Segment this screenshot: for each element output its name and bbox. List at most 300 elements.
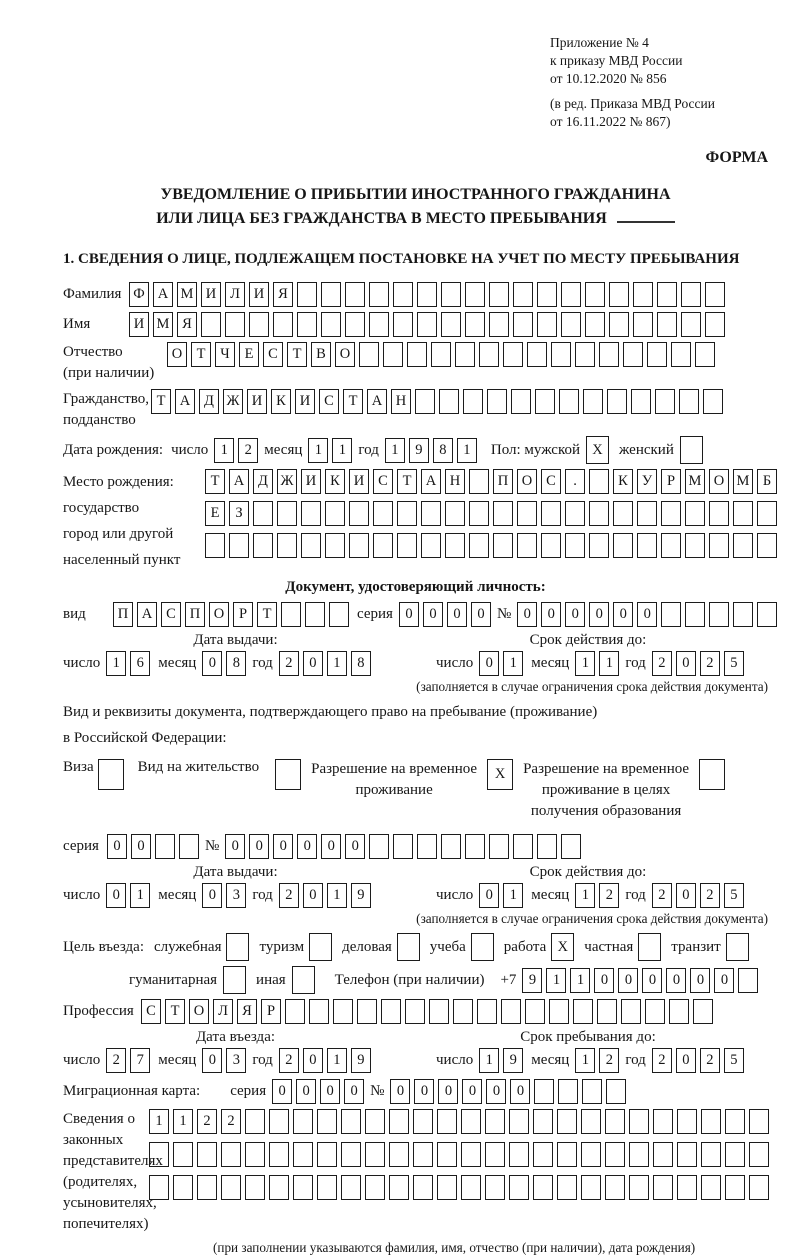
char-box[interactable] <box>589 501 609 526</box>
char-box[interactable]: К <box>613 469 633 494</box>
char-box[interactable] <box>201 312 221 337</box>
char-box[interactable] <box>681 312 701 337</box>
char-box[interactable]: Т <box>151 389 171 414</box>
char-box[interactable] <box>661 533 681 558</box>
char-box[interactable]: Б <box>757 469 777 494</box>
char-box[interactable] <box>149 1175 169 1200</box>
char-box[interactable]: 9 <box>522 968 542 993</box>
char-box[interactable] <box>541 501 561 526</box>
char-box[interactable] <box>317 1109 337 1134</box>
char-box[interactable]: 1 <box>327 651 347 676</box>
char-box[interactable] <box>245 1142 265 1167</box>
doc-expiry-day-boxes[interactable] <box>479 651 523 676</box>
representatives-row1-boxes[interactable] <box>149 1109 769 1134</box>
char-box[interactable]: 0 <box>106 883 126 908</box>
char-box[interactable]: 0 <box>541 602 561 627</box>
char-box[interactable] <box>441 312 461 337</box>
char-box[interactable] <box>445 501 465 526</box>
char-box[interactable]: П <box>493 469 513 494</box>
char-box[interactable] <box>527 342 547 367</box>
char-box[interactable]: 1 <box>457 438 477 463</box>
char-box[interactable] <box>253 533 273 558</box>
name-boxes[interactable] <box>129 312 725 337</box>
char-box[interactable]: 2 <box>652 883 672 908</box>
char-box[interactable] <box>321 312 341 337</box>
char-box[interactable]: 2 <box>106 1048 126 1073</box>
char-box[interactable]: Я <box>273 282 293 307</box>
char-box[interactable] <box>437 1142 457 1167</box>
char-box[interactable] <box>197 1175 217 1200</box>
char-box[interactable] <box>293 1109 313 1134</box>
char-box[interactable]: 1 <box>575 651 595 676</box>
char-box[interactable] <box>417 312 437 337</box>
char-box[interactable]: 0 <box>676 1048 696 1073</box>
char-box[interactable]: 0 <box>471 602 491 627</box>
char-box[interactable]: А <box>229 469 249 494</box>
char-box[interactable] <box>647 342 667 367</box>
char-box[interactable] <box>285 999 305 1024</box>
char-box[interactable]: И <box>301 469 321 494</box>
char-box[interactable] <box>269 1175 289 1200</box>
char-box[interactable]: 0 <box>303 883 323 908</box>
char-box[interactable] <box>463 389 483 414</box>
char-box[interactable] <box>725 1142 745 1167</box>
char-box[interactable] <box>633 312 653 337</box>
char-box[interactable]: 9 <box>351 1048 371 1073</box>
char-box[interactable]: 0 <box>676 651 696 676</box>
char-box[interactable] <box>581 1142 601 1167</box>
char-box[interactable] <box>677 1175 697 1200</box>
char-box[interactable] <box>699 759 725 790</box>
char-box[interactable] <box>437 1109 457 1134</box>
char-box[interactable]: . <box>565 469 585 494</box>
char-box[interactable]: М <box>177 282 197 307</box>
char-box[interactable]: У <box>637 469 657 494</box>
char-box[interactable] <box>513 312 533 337</box>
char-box[interactable]: Т <box>205 469 225 494</box>
char-box[interactable] <box>225 312 245 337</box>
char-box[interactable] <box>623 342 643 367</box>
char-box[interactable]: 7 <box>130 1048 150 1073</box>
char-box[interactable] <box>341 1175 361 1200</box>
char-box[interactable]: Т <box>287 342 307 367</box>
char-box[interactable] <box>465 312 485 337</box>
char-box[interactable] <box>733 602 753 627</box>
purpose-business-checkbox[interactable] <box>397 933 420 961</box>
char-box[interactable] <box>725 1175 745 1200</box>
char-box[interactable]: В <box>311 342 331 367</box>
char-box[interactable] <box>629 1175 649 1200</box>
char-box[interactable]: 2 <box>197 1109 217 1134</box>
char-box[interactable] <box>599 342 619 367</box>
char-box[interactable] <box>245 1109 265 1134</box>
char-box[interactable] <box>365 1109 385 1134</box>
char-box[interactable] <box>661 602 681 627</box>
residence-expiry-day-boxes[interactable] <box>479 883 523 908</box>
doc-issue-month-boxes[interactable] <box>202 651 246 676</box>
char-box[interactable] <box>585 312 605 337</box>
char-box[interactable]: С <box>263 342 283 367</box>
residence-issue-day-boxes[interactable] <box>106 883 150 908</box>
birth-month-boxes[interactable] <box>308 438 352 463</box>
char-box[interactable] <box>407 342 427 367</box>
char-box[interactable] <box>557 1142 577 1167</box>
char-box[interactable] <box>471 933 494 961</box>
char-box[interactable]: 1 <box>149 1109 169 1134</box>
char-box[interactable]: М <box>733 469 753 494</box>
char-box[interactable]: 0 <box>249 834 269 859</box>
birth-place-row3-boxes[interactable] <box>205 533 777 558</box>
birth-place-row2-boxes[interactable] <box>205 501 777 526</box>
char-box[interactable]: 1 <box>503 883 523 908</box>
char-box[interactable]: Т <box>191 342 211 367</box>
char-box[interactable]: 0 <box>438 1079 458 1104</box>
char-box[interactable] <box>301 533 321 558</box>
char-box[interactable] <box>677 1142 697 1167</box>
char-box[interactable]: 2 <box>238 438 258 463</box>
char-box[interactable] <box>431 342 451 367</box>
residence-expiry-month-boxes[interactable] <box>575 883 619 908</box>
char-box[interactable] <box>509 1109 529 1134</box>
char-box[interactable]: Р <box>261 999 281 1024</box>
char-box[interactable] <box>413 1142 433 1167</box>
char-box[interactable]: Ж <box>223 389 243 414</box>
char-box[interactable] <box>405 999 425 1024</box>
char-box[interactable]: Ж <box>277 469 297 494</box>
char-box[interactable] <box>226 933 249 961</box>
char-box[interactable]: 0 <box>225 834 245 859</box>
char-box[interactable] <box>613 533 633 558</box>
char-box[interactable] <box>249 312 269 337</box>
char-box[interactable] <box>681 282 701 307</box>
char-box[interactable] <box>417 282 437 307</box>
char-box[interactable] <box>537 312 557 337</box>
char-box[interactable] <box>305 602 325 627</box>
char-box[interactable]: Т <box>397 469 417 494</box>
char-box[interactable] <box>537 282 557 307</box>
char-box[interactable] <box>98 759 124 790</box>
char-box[interactable] <box>277 501 297 526</box>
char-box[interactable]: А <box>367 389 387 414</box>
char-box[interactable] <box>653 1109 673 1134</box>
residence-issue-month-boxes[interactable] <box>202 883 246 908</box>
char-box[interactable]: 0 <box>510 1079 530 1104</box>
char-box[interactable]: Л <box>213 999 233 1024</box>
char-box[interactable] <box>221 1175 241 1200</box>
char-box[interactable] <box>533 1175 553 1200</box>
char-box[interactable] <box>679 389 699 414</box>
char-box[interactable]: И <box>249 282 269 307</box>
char-box[interactable]: 0 <box>202 883 222 908</box>
purpose-tourism-checkbox[interactable] <box>309 933 332 961</box>
char-box[interactable] <box>421 533 441 558</box>
char-box[interactable] <box>415 389 435 414</box>
char-box[interactable] <box>389 1109 409 1134</box>
char-box[interactable] <box>509 1175 529 1200</box>
char-box[interactable] <box>559 389 579 414</box>
birth-place-row1-boxes[interactable] <box>205 469 777 494</box>
char-box[interactable] <box>329 602 349 627</box>
char-box[interactable] <box>582 1079 602 1104</box>
birth-year-boxes[interactable] <box>385 438 477 463</box>
char-box[interactable] <box>629 1142 649 1167</box>
surname-boxes[interactable] <box>129 282 725 307</box>
char-box[interactable] <box>606 1079 626 1104</box>
char-box[interactable]: 2 <box>700 1048 720 1073</box>
char-box[interactable]: 2 <box>221 1109 241 1134</box>
char-box[interactable] <box>383 342 403 367</box>
char-box[interactable]: К <box>271 389 291 414</box>
char-box[interactable] <box>701 1109 721 1134</box>
char-box[interactable]: Р <box>233 602 253 627</box>
char-box[interactable]: 2 <box>279 883 299 908</box>
char-box[interactable] <box>369 834 389 859</box>
residence-series-boxes[interactable] <box>107 834 199 859</box>
char-box[interactable]: П <box>113 602 133 627</box>
char-box[interactable] <box>489 312 509 337</box>
char-box[interactable]: О <box>167 342 187 367</box>
char-box[interactable]: 0 <box>272 1079 292 1104</box>
char-box[interactable] <box>373 501 393 526</box>
char-box[interactable] <box>661 501 681 526</box>
char-box[interactable]: 0 <box>107 834 127 859</box>
char-box[interactable]: 8 <box>433 438 453 463</box>
char-box[interactable] <box>561 282 581 307</box>
char-box[interactable] <box>733 533 753 558</box>
residence-number-boxes[interactable] <box>225 834 581 859</box>
doc-type-boxes[interactable] <box>113 602 349 627</box>
char-box[interactable] <box>513 834 533 859</box>
edu-permit-checkbox[interactable] <box>699 759 725 790</box>
purpose-private-checkbox[interactable] <box>638 933 661 961</box>
char-box[interactable] <box>517 501 537 526</box>
char-box[interactable] <box>749 1175 769 1200</box>
char-box[interactable]: X <box>551 933 574 961</box>
char-box[interactable] <box>469 469 489 494</box>
char-box[interactable]: 0 <box>303 1048 323 1073</box>
char-box[interactable] <box>389 1175 409 1200</box>
char-box[interactable] <box>581 1175 601 1200</box>
char-box[interactable] <box>493 533 513 558</box>
char-box[interactable] <box>489 282 509 307</box>
char-box[interactable]: 1 <box>575 883 595 908</box>
char-box[interactable]: С <box>373 469 393 494</box>
doc-issue-year-boxes[interactable] <box>279 651 371 676</box>
char-box[interactable] <box>301 501 321 526</box>
char-box[interactable]: 0 <box>390 1079 410 1104</box>
birth-day-boxes[interactable] <box>214 438 258 463</box>
char-box[interactable] <box>705 312 725 337</box>
char-box[interactable] <box>597 999 617 1024</box>
char-box[interactable] <box>638 933 661 961</box>
char-box[interactable]: 5 <box>724 651 744 676</box>
char-box[interactable] <box>341 1109 361 1134</box>
char-box[interactable] <box>533 1142 553 1167</box>
char-box[interactable] <box>357 999 377 1024</box>
char-box[interactable]: А <box>175 389 195 414</box>
char-box[interactable]: 2 <box>652 651 672 676</box>
char-box[interactable] <box>349 501 369 526</box>
char-box[interactable] <box>269 1109 289 1134</box>
char-box[interactable] <box>709 602 729 627</box>
char-box[interactable] <box>223 966 246 994</box>
char-box[interactable]: О <box>709 469 729 494</box>
char-box[interactable]: 0 <box>462 1079 482 1104</box>
char-box[interactable] <box>757 602 777 627</box>
char-box[interactable]: А <box>153 282 173 307</box>
char-box[interactable] <box>477 999 497 1024</box>
char-box[interactable] <box>273 312 293 337</box>
char-box[interactable] <box>325 501 345 526</box>
char-box[interactable]: С <box>141 999 161 1024</box>
char-box[interactable]: 1 <box>327 883 347 908</box>
purpose-transit-checkbox[interactable] <box>726 933 749 961</box>
char-box[interactable] <box>757 533 777 558</box>
char-box[interactable] <box>479 342 499 367</box>
char-box[interactable] <box>583 389 603 414</box>
char-box[interactable] <box>653 1142 673 1167</box>
char-box[interactable]: 1 <box>214 438 234 463</box>
char-box[interactable] <box>537 834 557 859</box>
char-box[interactable]: М <box>685 469 705 494</box>
char-box[interactable]: 1 <box>385 438 405 463</box>
char-box[interactable] <box>281 602 301 627</box>
char-box[interactable] <box>341 1142 361 1167</box>
entry-day-boxes[interactable] <box>106 1048 150 1073</box>
char-box[interactable] <box>369 312 389 337</box>
char-box[interactable] <box>733 501 753 526</box>
char-box[interactable] <box>534 1079 554 1104</box>
char-box[interactable] <box>703 389 723 414</box>
char-box[interactable] <box>275 759 301 790</box>
char-box[interactable]: 3 <box>226 883 246 908</box>
char-box[interactable]: 2 <box>700 651 720 676</box>
char-box[interactable]: 0 <box>589 602 609 627</box>
char-box[interactable] <box>637 501 657 526</box>
char-box[interactable]: 0 <box>676 883 696 908</box>
char-box[interactable] <box>541 533 561 558</box>
char-box[interactable] <box>441 834 461 859</box>
char-box[interactable]: 2 <box>279 651 299 676</box>
char-box[interactable] <box>609 312 629 337</box>
char-box[interactable] <box>317 1175 337 1200</box>
char-box[interactable] <box>561 312 581 337</box>
char-box[interactable] <box>693 999 713 1024</box>
char-box[interactable]: И <box>201 282 221 307</box>
char-box[interactable] <box>155 834 175 859</box>
char-box[interactable] <box>465 834 485 859</box>
char-box[interactable] <box>365 1142 385 1167</box>
char-box[interactable] <box>657 282 677 307</box>
char-box[interactable]: 9 <box>409 438 429 463</box>
char-box[interactable] <box>461 1109 481 1134</box>
char-box[interactable] <box>757 501 777 526</box>
char-box[interactable] <box>621 999 641 1024</box>
char-box[interactable] <box>565 501 585 526</box>
char-box[interactable] <box>309 933 332 961</box>
char-box[interactable]: 0 <box>320 1079 340 1104</box>
char-box[interactable]: 1 <box>308 438 328 463</box>
char-box[interactable] <box>581 1109 601 1134</box>
char-box[interactable] <box>173 1175 193 1200</box>
char-box[interactable]: 0 <box>345 834 365 859</box>
char-box[interactable]: 0 <box>637 602 657 627</box>
char-box[interactable] <box>629 1109 649 1134</box>
char-box[interactable] <box>345 312 365 337</box>
char-box[interactable]: Я <box>237 999 257 1024</box>
char-box[interactable]: 0 <box>714 968 734 993</box>
char-box[interactable]: Ф <box>129 282 149 307</box>
char-box[interactable]: 9 <box>503 1048 523 1073</box>
purpose-other-checkbox[interactable] <box>292 966 315 994</box>
char-box[interactable] <box>397 533 417 558</box>
doc-series-boxes[interactable] <box>399 602 491 627</box>
char-box[interactable] <box>558 1079 578 1104</box>
char-box[interactable]: Е <box>239 342 259 367</box>
char-box[interactable]: 9 <box>351 883 371 908</box>
char-box[interactable]: 0 <box>565 602 585 627</box>
char-box[interactable]: П <box>185 602 205 627</box>
char-box[interactable] <box>705 282 725 307</box>
purpose-work-checkbox[interactable] <box>551 933 574 961</box>
char-box[interactable] <box>685 501 705 526</box>
entry-month-boxes[interactable] <box>202 1048 246 1073</box>
char-box[interactable]: 1 <box>173 1109 193 1134</box>
char-box[interactable] <box>317 1142 337 1167</box>
char-box[interactable]: 2 <box>279 1048 299 1073</box>
char-box[interactable]: О <box>335 342 355 367</box>
stay-year-boxes[interactable] <box>652 1048 744 1073</box>
char-box[interactable]: 2 <box>700 883 720 908</box>
char-box[interactable]: X <box>487 759 513 790</box>
char-box[interactable]: С <box>541 469 561 494</box>
char-box[interactable] <box>633 282 653 307</box>
char-box[interactable] <box>455 342 475 367</box>
char-box[interactable] <box>445 533 465 558</box>
char-box[interactable]: 0 <box>613 602 633 627</box>
char-box[interactable]: Н <box>391 389 411 414</box>
sex-male-checkbox[interactable] <box>586 436 609 464</box>
char-box[interactable]: Л <box>225 282 245 307</box>
doc-expiry-year-boxes[interactable] <box>652 651 744 676</box>
char-box[interactable]: Т <box>257 602 277 627</box>
stay-month-boxes[interactable] <box>575 1048 619 1073</box>
char-box[interactable] <box>573 999 593 1024</box>
char-box[interactable] <box>657 312 677 337</box>
char-box[interactable]: 1 <box>479 1048 499 1073</box>
char-box[interactable] <box>565 533 585 558</box>
char-box[interactable] <box>461 1175 481 1200</box>
char-box[interactable] <box>533 1109 553 1134</box>
residence-issue-year-boxes[interactable] <box>279 883 371 908</box>
char-box[interactable] <box>671 342 691 367</box>
char-box[interactable]: 1 <box>599 651 619 676</box>
char-box[interactable]: 8 <box>351 651 371 676</box>
char-box[interactable] <box>725 1109 745 1134</box>
doc-number-boxes[interactable] <box>517 602 777 627</box>
char-box[interactable]: Д <box>199 389 219 414</box>
char-box[interactable] <box>709 501 729 526</box>
char-box[interactable]: 0 <box>414 1079 434 1104</box>
char-box[interactable] <box>680 436 703 464</box>
char-box[interactable] <box>535 389 555 414</box>
char-box[interactable] <box>738 968 758 993</box>
char-box[interactable]: О <box>189 999 209 1024</box>
visa-checkbox[interactable] <box>98 759 124 790</box>
char-box[interactable]: Т <box>343 389 363 414</box>
char-box[interactable] <box>645 999 665 1024</box>
char-box[interactable]: 1 <box>106 651 126 676</box>
